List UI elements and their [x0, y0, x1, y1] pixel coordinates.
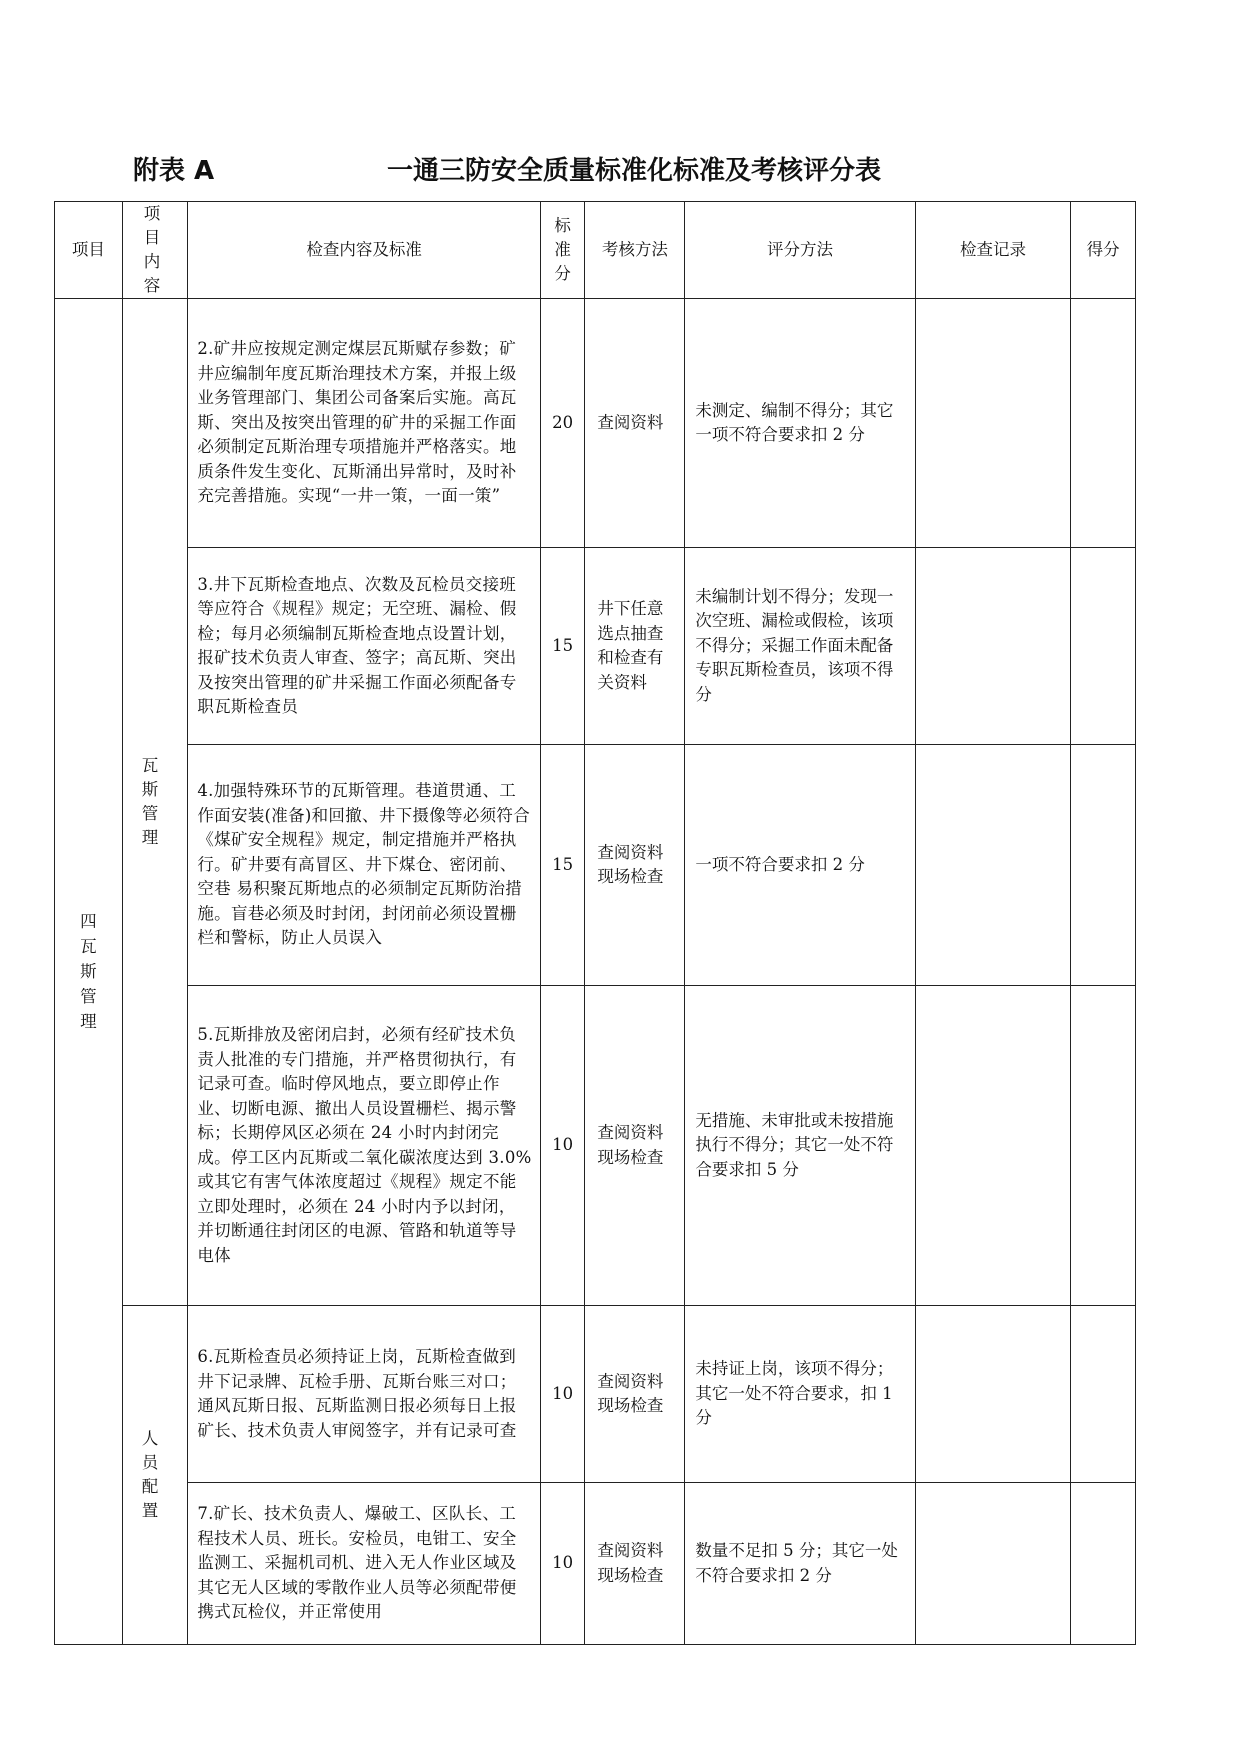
appendix-label: 附表 A — [133, 156, 215, 186]
record-cell — [915, 745, 1071, 986]
header-score — [540, 202, 584, 299]
table-row — [55, 1483, 1136, 1645]
rule-cell: 未测定、编制不得分；其它一项不符合要求扣 2 分 — [685, 299, 915, 548]
rule-cell: 未持证上岗，该项不得分；其它一处不符合要求，扣 1 分 — [685, 1306, 915, 1483]
item-group-label: 人 员 配 置 — [141, 1429, 169, 1520]
table-row — [55, 745, 1136, 986]
item-group-staffing — [122, 1306, 188, 1645]
content-cell: 6.瓦斯检查员必须持证上岗，瓦斯检查做到井下记录牌、瓦检手册、瓦斯台账三对口；通风瓦斯日报、瓦斯监测日报必须每日上报矿长、技术负责人审阅签字，并有记录可查 — [188, 1306, 541, 1483]
table-row — [55, 1306, 1136, 1483]
project-label: 四瓦斯管理 — [80, 912, 97, 1031]
method-cell: 查阅资料现场检查 — [585, 745, 685, 986]
page-title: 一通三防安全质量标准化标准及考核评分表 — [387, 156, 882, 186]
points-cell — [1071, 986, 1136, 1306]
rule-cell: 一项不符合要求扣 2 分 — [685, 745, 915, 986]
table-row — [55, 548, 1136, 745]
rule-cell: 无措施、未审批或未按措施执行不得分；其它一处不符合要求扣 5 分 — [685, 986, 915, 1306]
header-rule: 评分方法 — [685, 202, 915, 299]
content-cell: 7.矿长、技术负责人、爆破工、区队长、工程技术人员、班长。安检员，电钳工、安全监测工、采掘机司机、进入无人作业区域及其它无人区域的零散作业人员等必须配带便携式瓦检仪，并正常使用 — [188, 1483, 541, 1645]
score-cell: 10 — [540, 1483, 584, 1645]
rule-cell: 未编制计划不得分；发现一次空班、漏检或假检，该项不得分；采掘工作面未配备专职瓦斯检查员，该项不得分 — [685, 548, 915, 745]
record-cell — [915, 299, 1071, 548]
header-record: 检查记录 — [915, 202, 1071, 299]
header-method: 考核方法 — [585, 202, 685, 299]
header-score-text: 标准分 — [554, 216, 571, 283]
record-cell — [915, 986, 1071, 1306]
score-cell: 15 — [540, 745, 584, 986]
points-cell — [1071, 548, 1136, 745]
score-cell: 15 — [540, 548, 584, 745]
points-cell — [1071, 299, 1136, 548]
content-cell: 2.矿井应按规定测定煤层瓦斯赋存参数；矿井应编制年度瓦斯治理技术方案，并报上级业务管理部门、集团公司备案后实施。高瓦斯、突出及按突出管理的矿井的采掘工作面必须制定瓦斯治理专项措施并严格落实。地质条件发生变化、瓦斯涌出异常时，及时补充完善措施。实现“一井一策，一面一策” — [188, 299, 541, 548]
score-cell: 10 — [540, 986, 584, 1306]
header-item-text: 项 目 内容 — [143, 204, 167, 295]
table-header-row — [55, 202, 1136, 299]
content-cell: 3.井下瓦斯检查地点、次数及瓦检员交接班等应符合《规程》规定；无空班、漏检、假检；每月必须编制瓦斯检查地点设置计划，报矿技术负责人审查、签字；高瓦斯、突出及按突出管理的矿井采掘工作面必须配备专职瓦斯检查员 — [188, 548, 541, 745]
content-cell: 5.瓦斯排放及密闭启封，必须有经矿技术负责人批准的专门措施，并严格贯彻执行，有记录可查。临时停风地点，要立即停止作业、切断电源、撤出人员设置栅栏、揭示警标；长期停风区必须在 24 小时内封闭完成。停工区内瓦斯或二氧化碳浓度达到 3.0%或其它有害气体浓度超过《规程》规定不能立即处理时，必须在 24 小时内予以封闭，并切断通往封闭区的电源、管路和轨道等导电体 — [188, 986, 541, 1306]
score-cell: 20 — [540, 299, 584, 548]
content-cell: 4.加强特殊环节的瓦斯管理。巷道贯通、工作面安装(准备)和回撤、井下摄像等必须符合《煤矿安全规程》规定，制定措施并严格执行。矿井要有高冒区、井下煤仓、密闭前、空巷 易积聚瓦斯地点的必须制定瓦斯防治措施。盲巷必须及时封闭，封闭前必须设置栅栏和警标，防止人员误入 — [188, 745, 541, 986]
table-row — [55, 299, 1136, 548]
project-cell — [55, 299, 123, 1645]
record-cell — [915, 1306, 1071, 1483]
method-cell: 查阅资料现场检查 — [585, 1483, 685, 1645]
points-cell — [1071, 745, 1136, 986]
method-cell: 查阅资料 — [585, 299, 685, 548]
points-cell — [1071, 1483, 1136, 1645]
record-cell — [915, 548, 1071, 745]
method-cell: 井下任意选点抽查和检查有关资料 — [585, 548, 685, 745]
table-row — [55, 986, 1136, 1306]
scoring-table — [54, 201, 1136, 1645]
header-item — [122, 202, 188, 299]
header-project: 项目 — [55, 202, 123, 299]
method-cell: 查阅资料现场检查 — [585, 1306, 685, 1483]
rule-cell: 数量不足扣 5 分；其它一处不符合要求扣 2 分 — [685, 1483, 915, 1645]
record-cell — [915, 1483, 1071, 1645]
item-group-label: 瓦 斯 管 理 — [141, 756, 169, 847]
points-cell — [1071, 1306, 1136, 1483]
item-group-gas-management — [122, 299, 188, 1306]
header-points: 得分 — [1071, 202, 1136, 299]
method-cell: 查阅资料现场检查 — [585, 986, 685, 1306]
document-title-row — [133, 150, 953, 190]
header-content: 检查内容及标准 — [188, 202, 541, 299]
score-cell: 10 — [540, 1306, 584, 1483]
